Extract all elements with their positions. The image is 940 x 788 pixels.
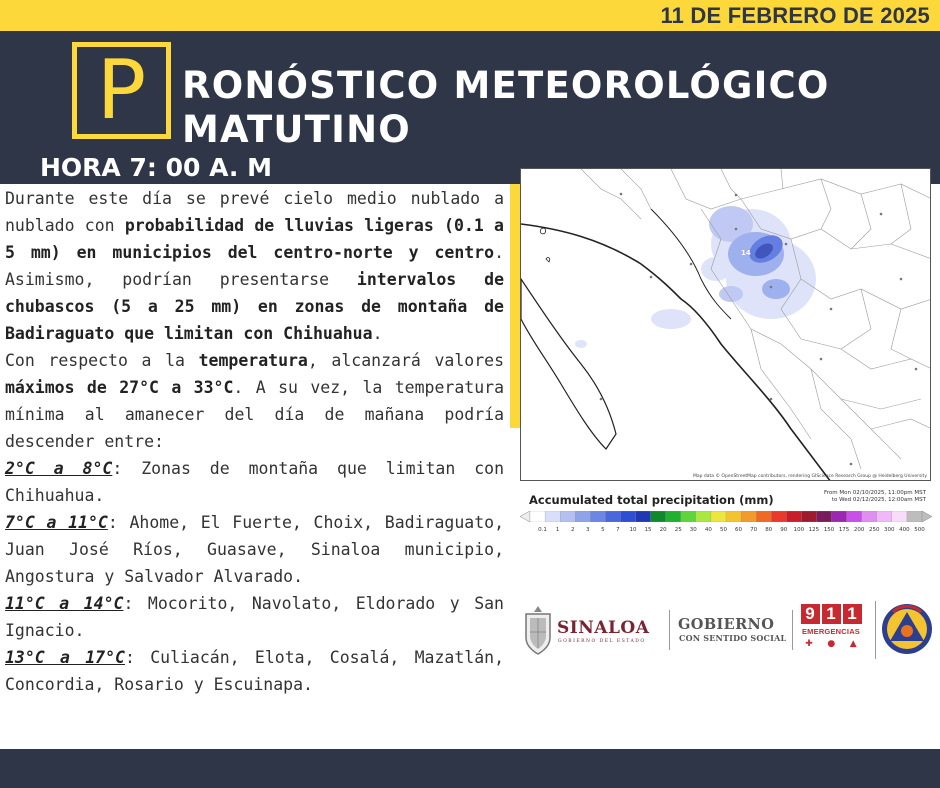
legend-swatch bbox=[636, 511, 651, 522]
legend-tick-label: 200 bbox=[853, 527, 865, 533]
header-banner bbox=[0, 31, 940, 184]
sinaloa-wordmark: SINALOA bbox=[557, 618, 650, 638]
legend-tick-label: 30 bbox=[689, 527, 697, 533]
title-initial-box bbox=[72, 42, 171, 139]
map-credit: Map data © OpenStreetMap contributors, rendering GIScience Research Group @ Heidelberg University bbox=[693, 474, 927, 479]
top-bar bbox=[0, 0, 940, 31]
temp-range-text: : Culiacán, Elota, Cosalá, Mazatlán, Concordia, Rosario y Escuinapa. bbox=[5, 648, 504, 694]
legend-tick-label: 0.1 bbox=[538, 527, 547, 533]
precipitation-map bbox=[520, 168, 931, 481]
legend-swatch bbox=[801, 511, 816, 522]
legend-arrow-right bbox=[922, 511, 932, 522]
text-run: , alcanzará valores bbox=[307, 351, 505, 370]
legend-tick-label: 150 bbox=[823, 527, 835, 533]
temp-range-item bbox=[5, 509, 504, 590]
temp-range-item bbox=[5, 590, 504, 644]
e911-digit: 9 bbox=[801, 604, 820, 624]
e911-label: EMERGENCIAS bbox=[801, 627, 861, 636]
legend-swatch bbox=[545, 511, 560, 522]
fire-icon: ▲ bbox=[849, 639, 857, 649]
legend-swatch bbox=[651, 511, 666, 522]
temp-range: 11°C a 14°C bbox=[5, 594, 124, 613]
legend-swatch bbox=[590, 511, 605, 522]
temp-range-item bbox=[5, 644, 504, 698]
text-bold: temperatura bbox=[198, 351, 308, 370]
legend-swatch bbox=[892, 511, 907, 522]
emergencias-911-logo bbox=[798, 604, 864, 658]
text-bold: máximos de 27°C a 33°C bbox=[5, 378, 234, 397]
legend-swatch bbox=[862, 511, 877, 522]
legend-tick-label: 15 bbox=[644, 527, 652, 533]
e911-digit: 1 bbox=[822, 604, 841, 624]
temp-range: 13°C a 17°C bbox=[5, 648, 125, 667]
legend-tick-label: 10 bbox=[629, 527, 637, 533]
legend-tick-label: 500 bbox=[914, 527, 925, 533]
text-bold: probabilidad de lluvias ligeras (0.1 a 5 mm) en municipios del centro-norte y centro bbox=[5, 216, 504, 262]
forecast-paragraph-1 bbox=[5, 185, 504, 347]
legend-swatch bbox=[696, 511, 711, 522]
temp-range-text: : Zonas de montaña que limitan con Chihuahua. bbox=[5, 459, 504, 505]
legend-swatch bbox=[741, 511, 756, 522]
map-peak-value: 14 bbox=[741, 249, 751, 257]
sinaloa-subtitle: GOBIERNO DEL ESTADO bbox=[558, 639, 646, 644]
state-seal-icon bbox=[522, 604, 554, 656]
precip-legend bbox=[520, 486, 932, 536]
logo-divider bbox=[669, 610, 670, 650]
legend-ticks bbox=[520, 523, 932, 533]
legend-swatch bbox=[681, 511, 696, 522]
legend-tick-label: 60 bbox=[735, 527, 743, 533]
legend-swatch bbox=[726, 511, 741, 522]
legend-tick-label: 250 bbox=[868, 527, 880, 533]
legend-tick-label: 400 bbox=[899, 527, 910, 533]
map-graphic bbox=[521, 169, 931, 481]
e911-digits bbox=[798, 604, 864, 624]
legend-color-bar bbox=[520, 511, 932, 522]
date-label: 11 DE FEBRERO DE 2025 bbox=[660, 3, 930, 28]
legend-swatch bbox=[530, 511, 545, 522]
legend-tick-label: 70 bbox=[750, 527, 758, 533]
text-bold: intervalos de chubascos (5 a 25 mm) en zonas de montaña de Badiraguato que limitan con Chihuahua bbox=[5, 270, 505, 343]
title-initial: P bbox=[96, 43, 147, 138]
legend-swatch bbox=[575, 511, 590, 522]
title-line-2: MATUTINO bbox=[182, 108, 411, 151]
cross-icon: ✚ bbox=[805, 639, 813, 649]
temp-range: 2°C a 8°C bbox=[5, 459, 113, 478]
text-run: Con respecto a la bbox=[5, 351, 199, 370]
legend-range-to: to Wed 02/12/2025, 12:00am MST bbox=[831, 497, 926, 503]
legend-swatch bbox=[847, 511, 862, 522]
legend-swatch bbox=[605, 511, 620, 522]
page-title bbox=[182, 64, 882, 152]
legend-swatch bbox=[816, 511, 831, 522]
legend-swatch bbox=[771, 511, 786, 522]
legend-swatch bbox=[907, 511, 922, 522]
proteccion-civil-icon bbox=[881, 600, 933, 658]
legend-tick-label: 1 bbox=[555, 527, 560, 533]
legend-swatch bbox=[560, 511, 575, 522]
legend-swatch bbox=[620, 511, 635, 522]
legend-tick-label: 300 bbox=[884, 527, 895, 533]
footer-bar bbox=[0, 749, 940, 788]
text-run: Durante este día se prevé cielo medio nublado a nublado con bbox=[5, 189, 504, 235]
legend-swatch bbox=[666, 511, 681, 522]
text-run: . A su vez, la temperatura mínima al amanecer del día de mañana podría descender entre: bbox=[5, 378, 505, 451]
legend-swatch bbox=[832, 511, 847, 522]
legend-tick-label: 2 bbox=[570, 527, 575, 533]
legend-tick-label: 80 bbox=[765, 527, 773, 533]
logo-divider bbox=[792, 610, 793, 650]
legend-title: Accumulated total precipitation (mm) bbox=[529, 493, 774, 507]
gobierno-wordmark: GOBIERNO bbox=[678, 616, 775, 633]
legend-tick-label: 175 bbox=[838, 527, 850, 533]
legend-swatch bbox=[877, 511, 892, 522]
legend-range bbox=[824, 490, 926, 504]
text-run: . Asimismo, podrían presentarse bbox=[5, 243, 504, 289]
legend-range-from: From Mon 02/10/2025, 11:00pm MST bbox=[824, 490, 926, 496]
legend-tick-label: 40 bbox=[704, 527, 712, 533]
legend-tick-label: 7 bbox=[616, 527, 620, 533]
temp-range: 7°C a 11°C bbox=[5, 513, 108, 532]
legend-swatch bbox=[786, 511, 801, 522]
time-label: HORA 7: 00 A. M bbox=[40, 153, 272, 182]
legend-swatch bbox=[711, 511, 726, 522]
legend-tick-label: 3 bbox=[586, 527, 590, 533]
temp-range-item bbox=[5, 455, 504, 509]
temp-range-text: : Ahome, El Fuerte, Choix, Badiraguato, Juan José Ríos, Guasave, Sinaloa municipio, Angostura y Salvador Alvarado. bbox=[5, 513, 505, 586]
e911-icons bbox=[798, 639, 864, 649]
legend-tick-label: 90 bbox=[780, 527, 788, 533]
temp-range-text: : Mocorito, Navolato, Eldorado y San Ignacio. bbox=[5, 594, 504, 640]
logo-divider bbox=[875, 601, 876, 659]
title-line-1: RONÓSTICO METEOROLÓGICO bbox=[182, 64, 830, 107]
forecast-text bbox=[5, 185, 504, 698]
legend-arrow-left bbox=[520, 511, 530, 522]
logos-strip bbox=[520, 598, 940, 662]
police-icon: ● bbox=[827, 639, 836, 649]
gobierno-subtitle: CON SENTIDO SOCIAL bbox=[679, 633, 787, 643]
legend-tick-label: 125 bbox=[808, 527, 820, 533]
legend-tick-label: 50 bbox=[719, 527, 727, 533]
legend-swatch bbox=[756, 511, 771, 522]
legend-tick-label: 100 bbox=[793, 527, 805, 533]
legend-tick-label: 20 bbox=[659, 527, 667, 533]
e911-digit: 1 bbox=[843, 604, 862, 624]
legend-tick-label: 25 bbox=[674, 527, 682, 533]
forecast-paragraph-2 bbox=[5, 347, 504, 455]
text-run: . bbox=[372, 324, 383, 343]
legend-tick-label: 5 bbox=[601, 527, 605, 533]
